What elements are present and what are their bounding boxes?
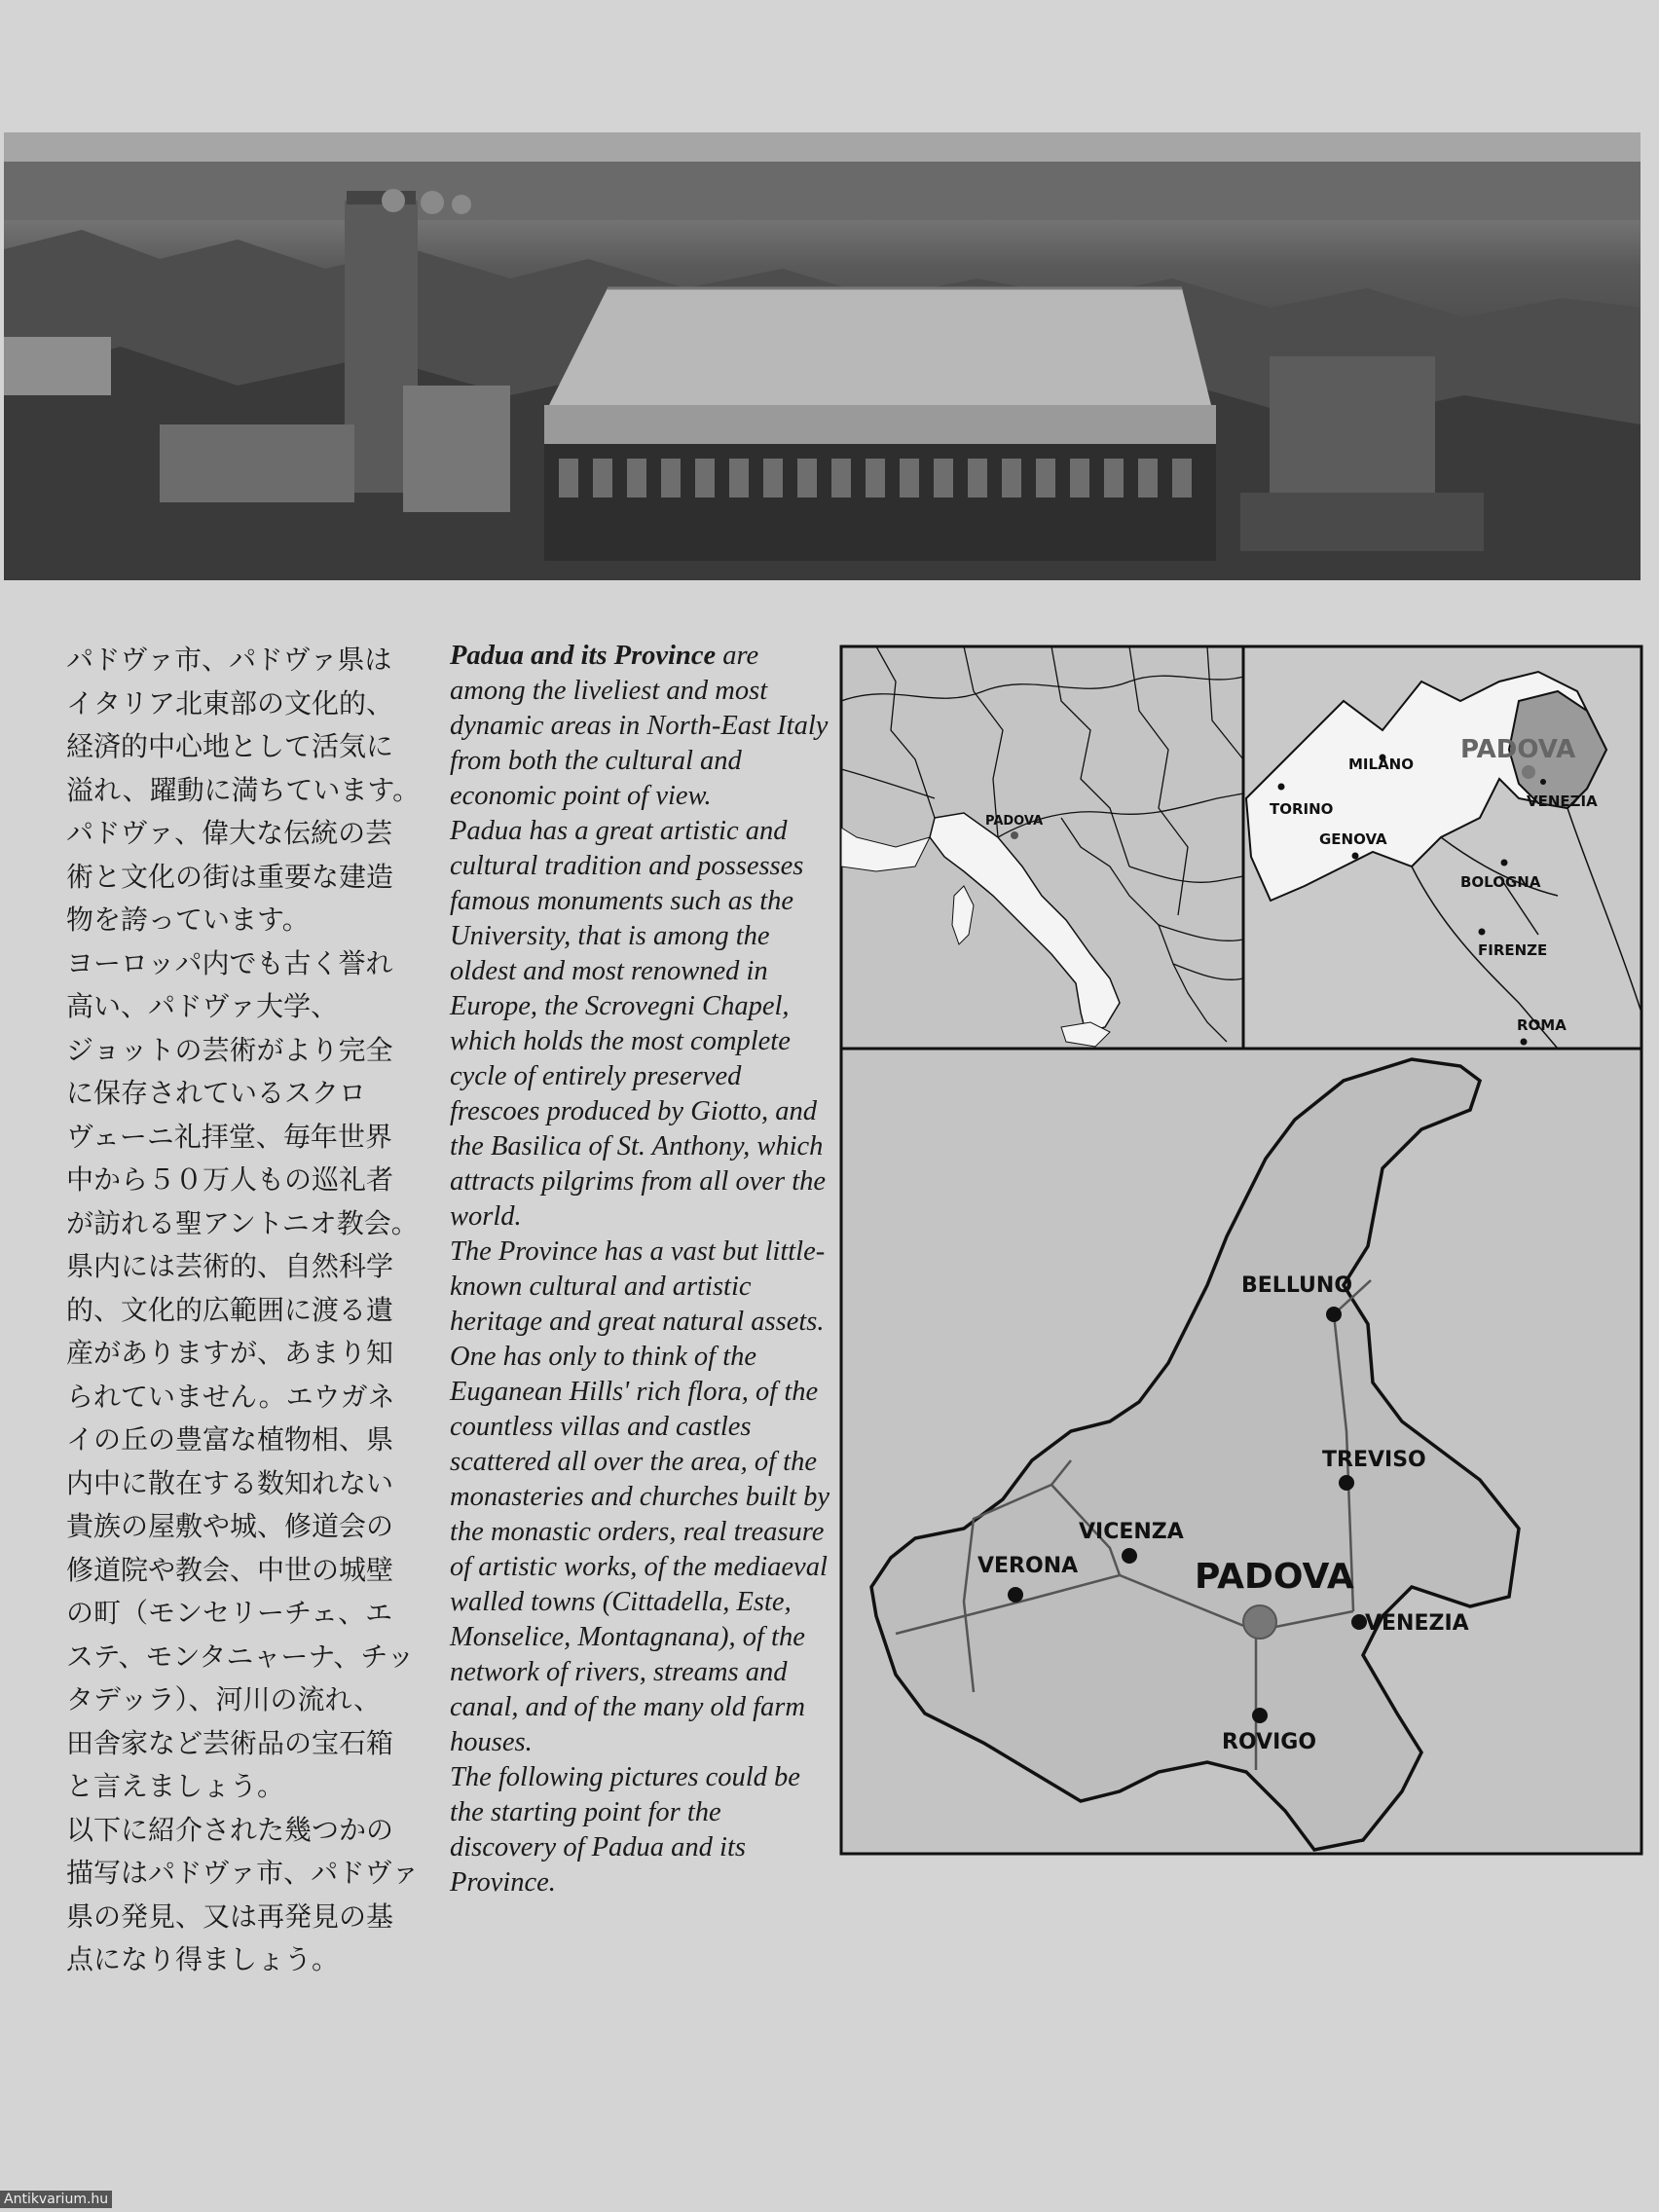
english-paragraph-2: Padua has a great artistic and cultural tradition and possesses famous monuments such as the University, that is among the oldest and most renowned in Europe, the Scrovegni Chapel, which holds the most complete cycle of entirely preserved frescoes produced by Giotto, and the Basilica of St. Anthony, which attracts pilgrims from all over the world. [450, 816, 827, 1232]
europe-map-padova-label: PADOVA [985, 814, 1044, 829]
veneto-rovigo-marker [1252, 1708, 1268, 1723]
europe-map [841, 646, 1243, 1049]
english-paragraph-1 [450, 639, 830, 814]
veneto-map [841, 1049, 1641, 1854]
english-paragraph-1-rest: are among the liveliest and most dynamic areas in North-East Italy from both the cultural and economic point of view. [450, 641, 829, 811]
north-italy-roma-label: ROMA [1517, 1016, 1567, 1034]
north-italy-firenze-label: FIRENZE [1478, 941, 1548, 959]
north-italy-torino-label: TORINO [1270, 800, 1334, 818]
veneto-verona-label: VERONA [977, 1554, 1079, 1578]
north-italy-map [1243, 646, 1641, 1049]
north-italy-venezia-label: VENEZIA [1527, 793, 1598, 810]
veneto-vicenza-label: VICENZA [1079, 1520, 1184, 1544]
cityscape-illustration [4, 132, 1641, 580]
japanese-description: パドヴァ市、パドヴァ県は イタリア北東部の文化的、 経済的中心地として活気に 溢れ、躍動に満ちています。 パドヴァ、偉大な伝統の芸 術と文化の街は重要な建造 物を誇っています。 ヨーロッパ内でも古く誉れ 高い、パドヴァ大学、 ジョットの芸術がより完全 に保存されているスクロ ヴェーニ礼拝堂、毎年世界 中から５０万人もの巡礼者 が訪れる聖アントニオ教会。 県内には芸術的、自然科学 的、文化的広範囲に渡る遺 産がありますが、あまり知 られていません。エウガネ イの丘の豊富な植物相、県 内中に散在する数知れない 貴族の屋敷や城、修道会の 修道院や教会、中世の城壁 の町（モンセリーチェ、エ ステ、モンタニャーナ、チッ タデッラ）、河川の流れ、 田舎家など芸術品の宝石箱 と言えましょう。 以下に紹介された幾つかの 描写はパドヴァ市、パドヴァ 県の発見、又は再発見の基 点になり得ましょう。 [66, 644, 421, 1975]
english-lead-bold: Padua and its Province [450, 641, 717, 671]
veneto-belluno-label: BELLUNO [1241, 1273, 1353, 1298]
veneto-padova-label: PADOVA [1195, 1557, 1354, 1597]
english-description [450, 639, 830, 1900]
veneto-rovigo-label: ROVIGO [1222, 1730, 1317, 1754]
veneto-vicenza-marker [1122, 1548, 1137, 1564]
english-paragraph-4: The following pictures could be the starting point for the discovery of Padua and its Province. [450, 1762, 800, 1898]
watermark: Antikvarium.hu [0, 2191, 112, 2208]
north-italy-genova-label: GENOVA [1319, 830, 1387, 848]
veneto-belluno-marker [1326, 1307, 1342, 1322]
maps-svg [837, 643, 1645, 1858]
english-paragraph-3: The Province has a vast but little-known cultural and artistic heritage and great natural assets. One has only to think of the Euganean Hills' rich flora, of the countless villas and castles scattered all over the area, of the monasteries and churches built by the monastic orders, real treasure of artistic works, of the mediaeval walled towns (Cittadella, Este, Monselice, Montagnana), of the network of rivers, streams and canal, and of the many old farm houses. [450, 1236, 830, 1757]
north-italy-padova-label: PADOVA [1460, 735, 1576, 764]
north-italy-bologna-label: BOLOGNA [1460, 873, 1541, 891]
veneto-verona-marker [1008, 1587, 1023, 1603]
veneto-padova-marker [1243, 1605, 1276, 1639]
maps-panel [837, 643, 1645, 1858]
veneto-treviso-marker [1339, 1475, 1354, 1491]
veneto-venezia-label: VENEZIA [1365, 1611, 1469, 1636]
padua-panorama-photo [4, 132, 1641, 580]
veneto-treviso-label: TREVISO [1322, 1448, 1426, 1472]
north-italy-milano-label: MILANO [1348, 756, 1414, 773]
